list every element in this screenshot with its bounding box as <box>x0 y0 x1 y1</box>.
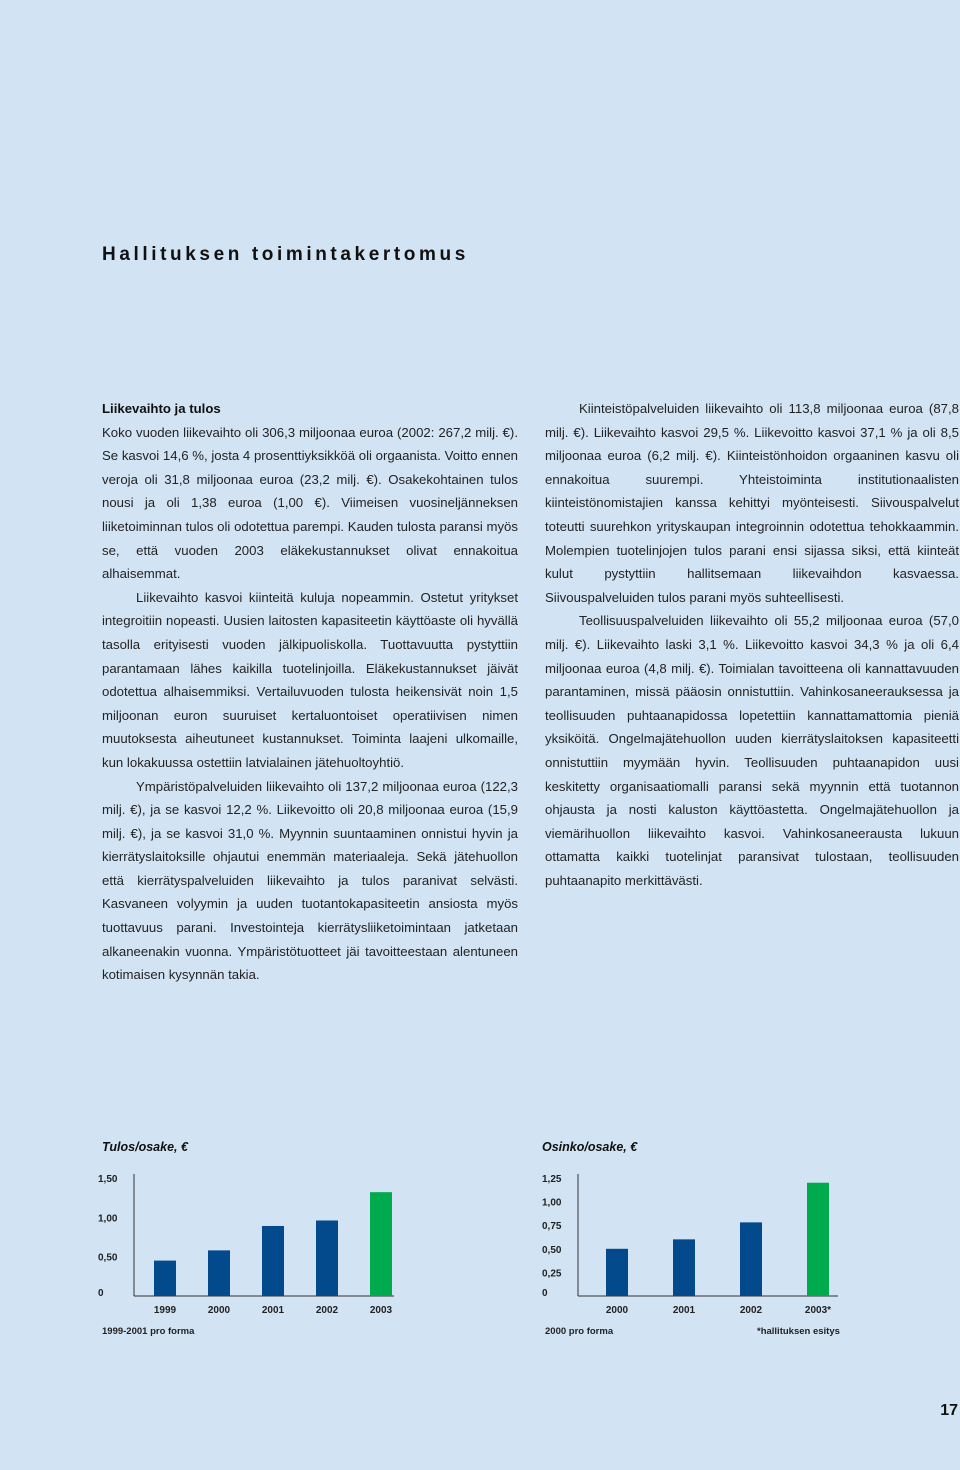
x-tick-label: 2002 <box>739 1305 763 1316</box>
x-tick-label: 2003 <box>369 1305 393 1316</box>
y-tick-label: 1,00 <box>542 1197 562 1209</box>
bar <box>673 1239 695 1296</box>
y-tick-label: 0,50 <box>98 1252 118 1264</box>
left-column <box>102 397 518 987</box>
paragraph: Teollisuuspalveluiden liikevaihto oli 55,2 miljoonaa euroa (57,0 milj. €). Liikevaihto laski 3,1 %. Liikevoitto kasvoi 34,3 % ja oli 6,4 miljoonaa euroa (4,8 milj. €). Toimialan tavoitteena oli kannattavuuden parantaminen, missä pääosin onnistuttiin. Vahinkosaneerauksessa ja teollisuuden puhtaanapidossa lopetettiin kannattamattomia pieniä yksiköitä. Ongelmajätehuollon uuden kierrätyslaitoksen kapasiteetti onnistuttiin myymään hyvin. Teollisuuden puhtaanapidon uusi keskitetty organisaatiomalli paransi sekä myynnin että tuotannon ohjausta ja nosti kaluston käyttöastetta. Ongelmajätehuollon ja viemärihuollon liikevaihto kasvoi. Vahinkosaneerausta lukuun ottamatta kaikki tuotelinjat paransivat tulostaan, teollisuuden puhtaanapito merkittävästi. <box>545 613 959 888</box>
x-tick-label: 1999 <box>153 1305 177 1316</box>
bar <box>606 1249 628 1296</box>
bar <box>208 1250 230 1296</box>
page-number: 17 <box>940 1402 958 1419</box>
right-column <box>545 397 959 892</box>
x-tick-label: 2000 <box>207 1305 231 1316</box>
section-heading: Liikevaihto ja tulos <box>102 401 221 416</box>
paragraph: Kiinteistöpalveluiden liikevaihto oli 113,8 miljoonaa euroa (87,8 milj. €). Liikevaihto kasvoi 29,5 %. Liikevoitto kasvoi 37,1 % ja oli 8,5 miljoonaa euroa (6,2 milj. €). Kiinteistönhoidon orgaaninen kasvu oli ennakoitua suurempi. Yhteistoiminta institutionaalisten kiinteistönomistajien kanssa kehittyi myönteisesti. Siivouspalvelut toteutti suurehkon yrityskaupan integroinnin odotettua tehokkaammin. Molempien tuotelinjojen tulos parani ensi sijassa siksi, että kiinteät kulut pystyttiin hallitsemaan liikevaihdon kasvaessa. Siivouspalveluiden tulos parani myös suhteellisesti. <box>545 401 959 605</box>
x-tick-label: 2001 <box>261 1305 285 1316</box>
chart-note-dividend-left: 2000 pro forma <box>545 1326 614 1337</box>
eps-bar-chart <box>86 1160 426 1320</box>
bar <box>807 1183 829 1296</box>
paragraph: Koko vuoden liikevaihto oli 306,3 miljoonaa euroa (2002: 267,2 milj. €). Se kasvoi 14,6 %, josta 4 prosenttiyksikköä oli orgaanista. Voitto ennen veroja oli 31,8 miljoonaa euroa (23,2 milj. €). Osakekohtainen tulos nousi ja oli 1,38 euroa (1,00 €). Viimeisen vuosineljänneksen liiketoiminnan tulos oli odotettua parempi. Kauden tulosta paransi myös se, että vuoden 2003 eläkekustannukset olivat ennakoitua alhaisemmat. <box>102 424 518 582</box>
y-tick-label: 0,25 <box>542 1268 562 1280</box>
page-title: Hallituksen toimintakertomus <box>102 244 469 265</box>
y-tick-label: 1,00 <box>98 1213 118 1225</box>
dividend-bar-chart <box>530 1160 870 1320</box>
chart-title-dividend: Osinko/osake, € <box>542 1140 638 1154</box>
x-tick-label: 2000 <box>605 1305 629 1316</box>
x-tick-label: 2001 <box>672 1305 696 1316</box>
bar <box>262 1226 284 1296</box>
y-tick-label: 1,50 <box>98 1174 118 1185</box>
x-tick-label: 2002 <box>315 1305 339 1316</box>
chart-note-eps: 1999-2001 pro forma <box>102 1326 195 1337</box>
chart-title-eps: Tulos/osake, € <box>102 1140 188 1154</box>
y-tick-label: 0 <box>542 1288 548 1299</box>
y-tick-label: 0 <box>98 1288 104 1299</box>
chart-note-dividend-right: *hallituksen esitys <box>757 1326 840 1337</box>
bar <box>740 1222 762 1296</box>
paragraph: Ympäristöpalveluiden liikevaihto oli 137,2 miljoonaa euroa (122,3 milj. €), ja se kasvoi 12,2 %. Liikevoitto oli 20,8 miljoonaa euroa (15,9 milj. €), ja se kasvoi 31,0 %. Myynnin suuntaaminen onnistui hyvin ja kierrätyslaitoksille ohjautui enemmän materiaaleja. Sekä jätehuollon että kierrätyspalveluiden liikevaihto ja tulos paranivat selvästi. Kasvaneen volyymin ja uuden tuotantokapasiteetin ansiosta myös tuottavuus parani. Investointeja kierrätysliiketoimintaan jatketaan alkaneenakin vuonna. Ympäristötuotteet jäi tavoitteestaan alentuneen kotimaisen kysynnän takia. <box>102 778 518 983</box>
bar <box>154 1261 176 1296</box>
y-tick-label: 0,75 <box>542 1221 562 1233</box>
y-tick-label: 0,50 <box>542 1244 562 1256</box>
bar <box>370 1192 392 1296</box>
bar <box>316 1220 338 1296</box>
y-tick-label: 1,25 <box>542 1174 562 1185</box>
x-tick-label: 2003* <box>804 1305 832 1316</box>
paragraph: Liikevaihto kasvoi kiinteitä kuluja nopeammin. Ostetut yritykset integroitiin nopeasti. Uusien laitosten kapasiteetin käyttöaste oli hyvällä tasolla erityisesti vuoden jälkipuoliskolla. Tuottavuutta pystyttiin parantamaan lähes kaikilla tuotelinjoilla. Eläkekustannukset jäivät odotettua alhaisemmiksi. Vertailuvuoden tulosta heikensivät noin 1,5 miljoonan euron suuruiset kertaluontoiset operatiivisen nimen muutoksesta aiheutuneet kustannukset. Toiminta laajeni ulkomaille, kun lokakuussa ostettiin latvialainen jätehuoltoyhtiö. <box>102 589 518 770</box>
